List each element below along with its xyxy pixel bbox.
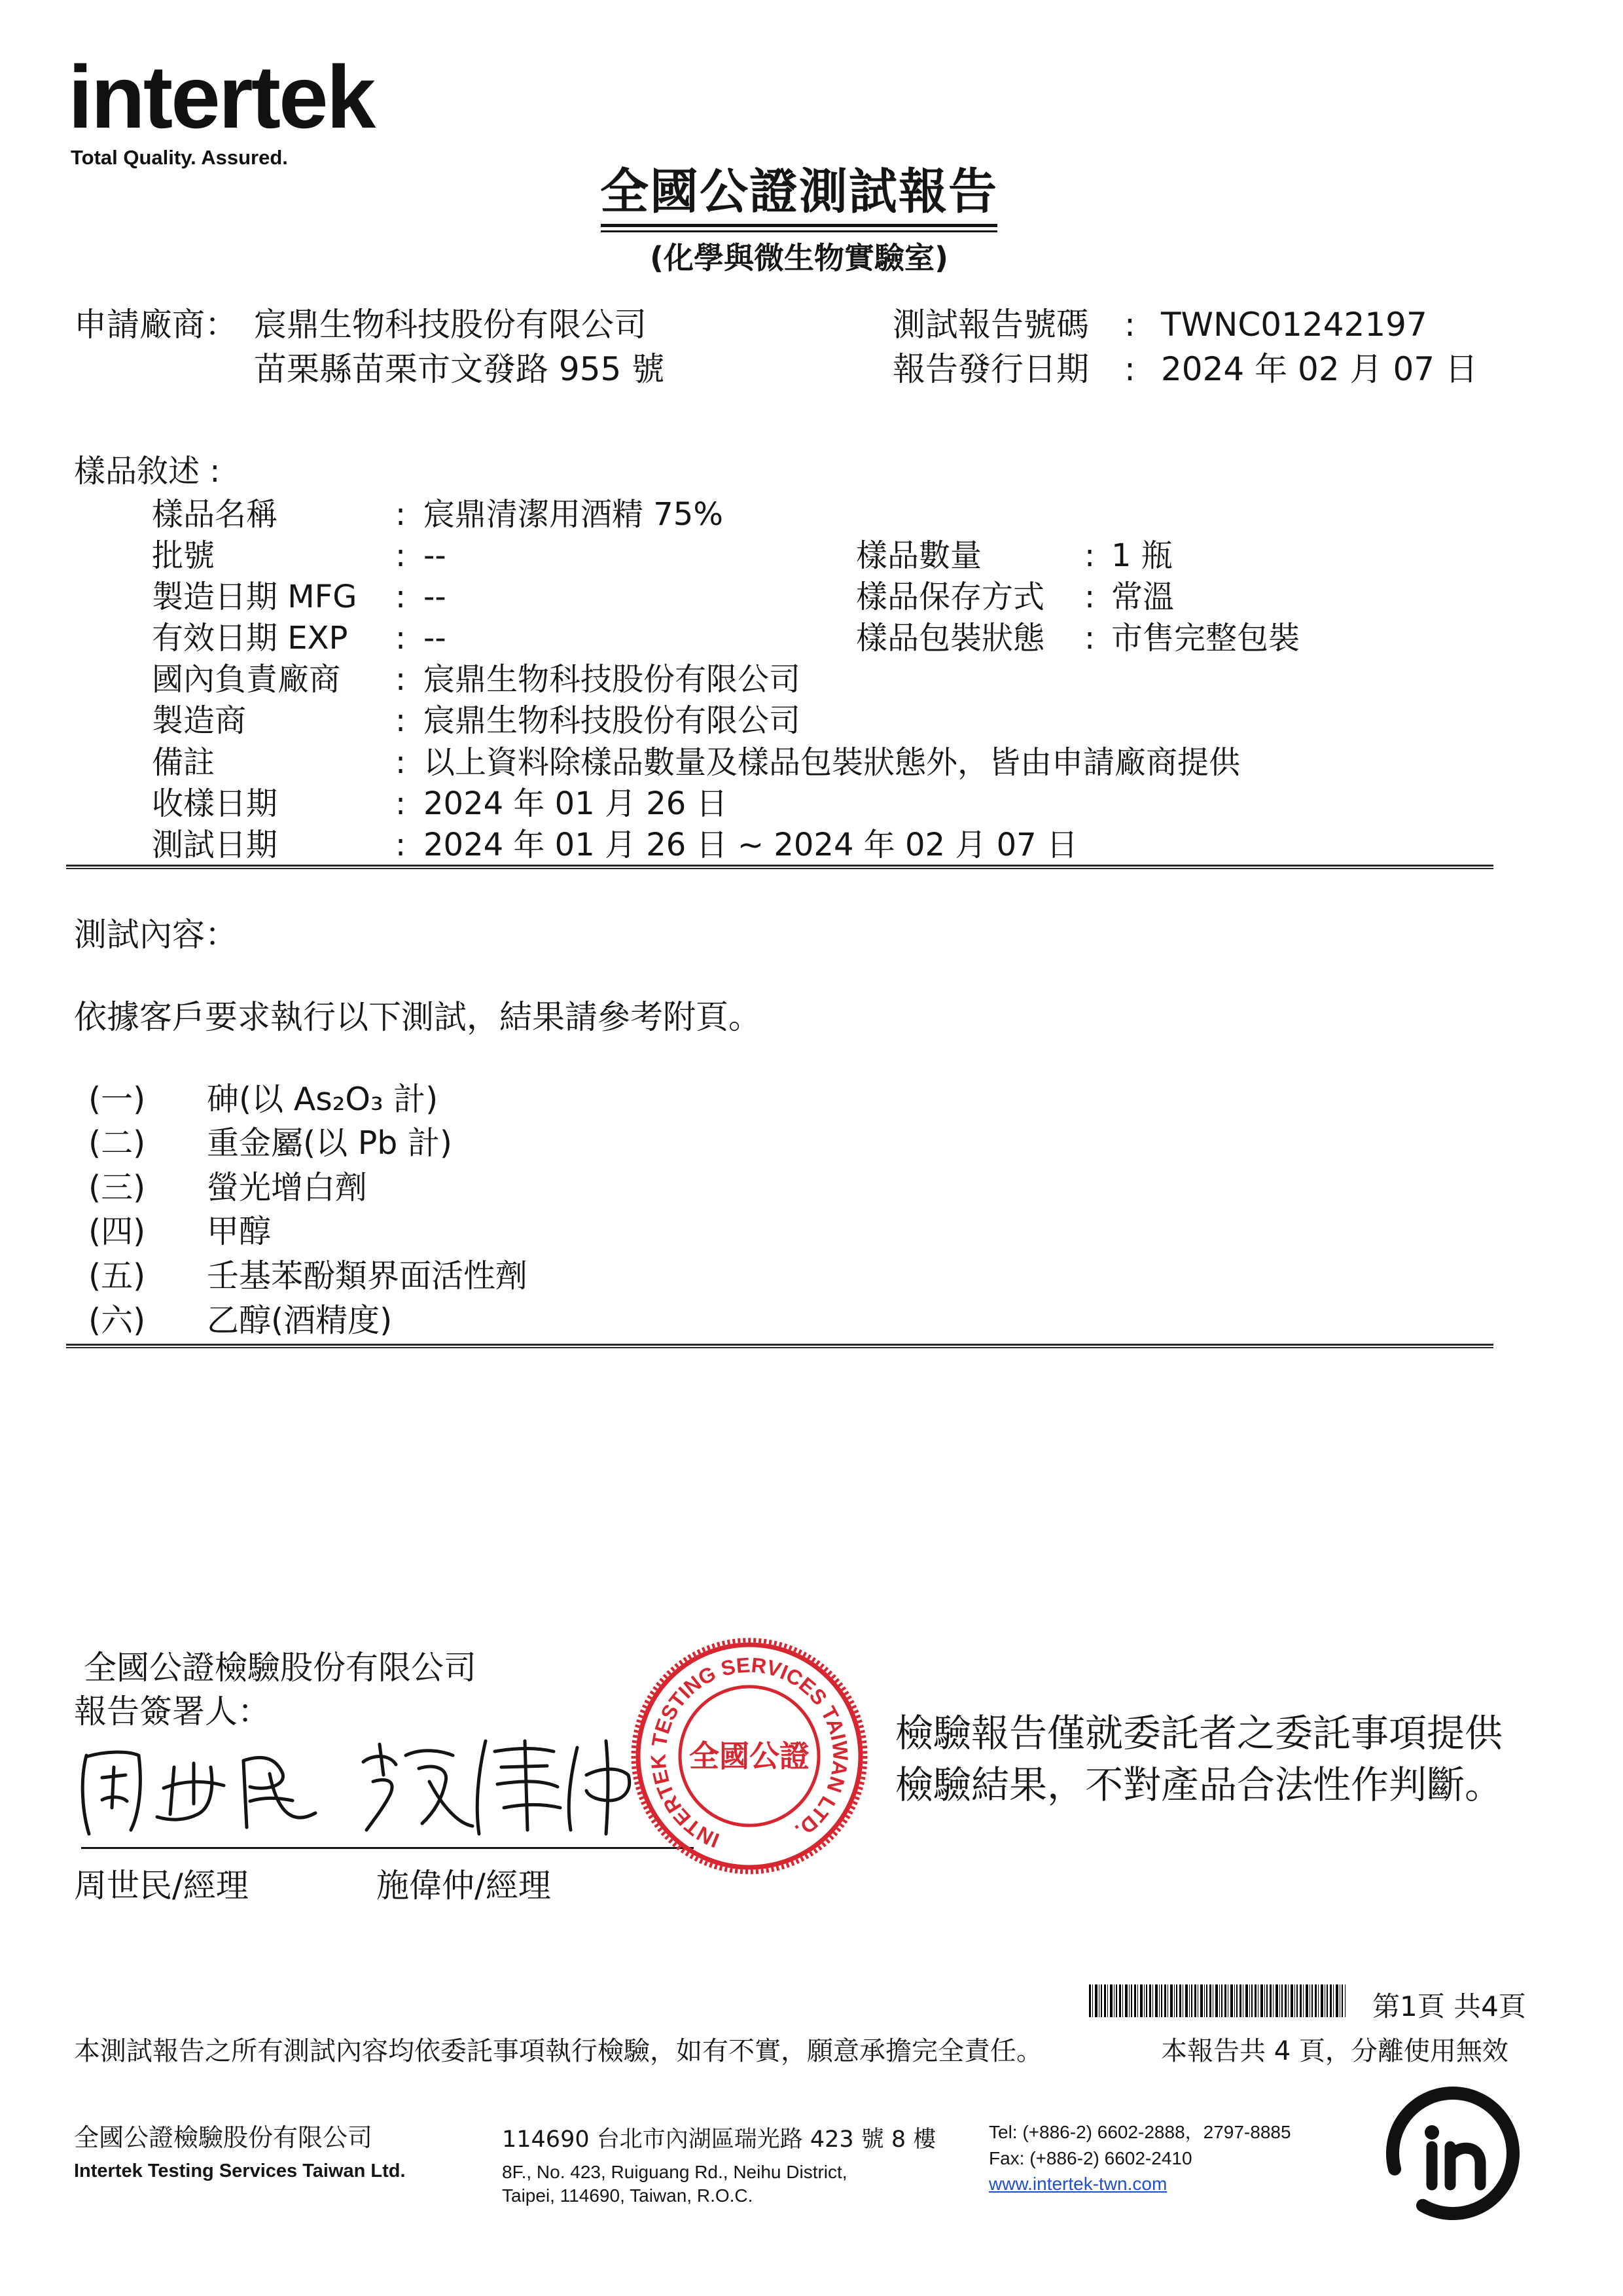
sample-row [0, 744, 1623, 783]
field-colon: : [1084, 537, 1096, 574]
sample-field-label: 樣品名稱 [152, 496, 278, 533]
tests-heading: 測試內容： [74, 916, 238, 954]
test-item-name: 壬基苯酚類界面活性劑 [207, 1257, 528, 1295]
test-item [0, 1302, 1623, 1341]
stamp-center-text: 全國公證 [689, 1738, 810, 1774]
sample-field-label: 測試日期 [152, 827, 278, 863]
field-colon: : [395, 579, 406, 615]
sample-field-value: 宸鼎生物科技股份有限公司 [423, 661, 801, 698]
footer-fax: Fax: (+886-2) 6602-2410 [989, 2148, 1192, 2168]
test-item-name: 砷(以 As₂O₃ 計) [207, 1081, 438, 1118]
sample-heading: 樣品敘述 : [74, 453, 221, 490]
title-underline [601, 224, 997, 232]
applicant-address: 苗栗縣苗栗市文發路 955 號 [254, 350, 665, 388]
test-item [0, 1124, 1623, 1164]
handwritten-signatures [65, 1715, 641, 1846]
footer-website-link[interactable]: www.intertek-twn.com [989, 2174, 1168, 2194]
footer-address-zh: 114690 台北市內湖區瑞光路 423 號 8 樓 [502, 2126, 936, 2153]
test-item-number: (四) [88, 1213, 146, 1250]
field-colon: : [395, 537, 406, 574]
test-item-name: 甲醇 [207, 1213, 272, 1250]
field-colon: : [395, 661, 406, 698]
sample-field-label: 批號 [152, 537, 215, 574]
signing-company: 全國公證檢驗股份有限公司 [84, 1649, 476, 1687]
company-seal-stamp [625, 1632, 874, 1880]
sample-field-value: 以上資料除樣品數量及樣品包裝狀態外，皆由申請廠商提供 [423, 744, 1241, 781]
applicant-label: 申請廠商： [74, 306, 238, 344]
applicant-name: 宸鼎生物科技股份有限公司 [254, 306, 647, 344]
sample-field-label: 製造商 [152, 702, 247, 739]
field-colon: : [395, 827, 406, 863]
sample-row [0, 702, 1623, 742]
test-item [0, 1213, 1623, 1252]
sample-field-value: 宸鼎生物科技股份有限公司 [423, 702, 801, 739]
sample-field-label: 國內負責廠商 [152, 661, 341, 698]
sample-field-label: 製造日期 MFG [152, 579, 357, 615]
test-item-name: 重金屬(以 Pb 計) [207, 1124, 453, 1162]
field-colon: : [395, 702, 406, 739]
report-subtitle: (化學與微生物實驗室) [649, 240, 949, 276]
sample-field-label: 有效日期 EXP [152, 620, 348, 656]
sample-field-value: 2024 年 01 月 26 日 ~ 2024 年 02 月 07 日 [423, 827, 1078, 863]
footer-tel: Tel: (+886-2) 6602-2888，2797-8885 [989, 2122, 1291, 2142]
signer-name: 施偉仲/經理 [376, 1867, 551, 1905]
sample-side-value: 1 瓶 [1111, 537, 1173, 574]
report-number: TWNC01242197 [1161, 306, 1427, 344]
field-colon: : [1084, 620, 1096, 656]
sample-row [0, 785, 1623, 825]
intertek-roundel-logo [1381, 2081, 1525, 2225]
sample-row [0, 496, 1623, 535]
sample-field-value: -- [423, 579, 446, 615]
field-colon: : [1084, 579, 1096, 615]
section-divider [66, 865, 1493, 869]
sample-field-value: -- [423, 537, 446, 574]
test-item-number: (一) [88, 1081, 146, 1118]
report-title: 全國公證測試報告 [600, 164, 998, 220]
sample-side-label: 樣品包裝狀態 [856, 620, 1045, 656]
tests-intro: 依據客戶要求執行以下測試，結果請參考附頁。 [74, 998, 761, 1036]
sample-field-label: 收樣日期 [152, 785, 278, 822]
signature-line [81, 1847, 694, 1849]
sample-row [0, 579, 1623, 618]
test-item-number: (五) [88, 1257, 146, 1295]
sample-field-value: 宸鼎清潔用酒精 75% [423, 496, 723, 533]
field-colon: : [1124, 306, 1135, 344]
sample-row [0, 620, 1623, 659]
sample-row [0, 827, 1623, 866]
intertek-logo: intertek [68, 47, 374, 147]
logo-tagline: Total Quality. Assured. [71, 146, 288, 169]
sample-side-label: 樣品數量 [856, 537, 982, 574]
sample-side-value: 常溫 [1111, 579, 1175, 615]
footer-company-en: Intertek Testing Services Taiwan Ltd. [74, 2161, 406, 2181]
test-item-number: (二) [88, 1124, 146, 1162]
test-item-number: (六) [88, 1302, 146, 1339]
issue-date-label: 報告發行日期 [893, 350, 1089, 388]
section-divider [66, 1344, 1493, 1348]
test-item-name: 螢光增白劑 [207, 1169, 368, 1206]
usage-note: 本報告共 4 頁，分離使用無效 [1161, 2036, 1508, 2066]
barcode [1089, 1984, 1346, 2017]
signer-name: 周世民/經理 [74, 1867, 249, 1905]
signer-label: 報告簽署人： [74, 1693, 270, 1731]
stamp-ring-textpath: INTERTEK TESTING SERVICES TAIWAN LTD. [646, 1653, 853, 1853]
sample-side-label: 樣品保存方式 [856, 579, 1045, 615]
test-item-name: 乙醇(酒精度) [207, 1302, 393, 1339]
issue-date: 2024 年 02 月 07 日 [1161, 350, 1478, 388]
sample-field-label: 備註 [152, 744, 215, 781]
field-colon: : [395, 496, 406, 533]
report-number-label: 測試報告號碼 [893, 306, 1089, 344]
test-item [0, 1257, 1623, 1297]
sample-field-value: 2024 年 01 月 26 日 [423, 785, 728, 822]
page-number: 第1頁 共4頁 [1372, 1990, 1526, 2022]
field-colon: : [1124, 350, 1135, 388]
sample-side-value: 市售完整包裝 [1111, 620, 1300, 656]
test-item-number: (三) [88, 1169, 146, 1206]
disclaimer-line-1: 檢驗報告僅就委託者之委託事項提供 [895, 1711, 1503, 1755]
sample-row [0, 537, 1623, 577]
signature-shi [363, 1741, 630, 1834]
test-item [0, 1081, 1623, 1120]
sample-field-value: -- [423, 620, 446, 656]
field-colon: : [395, 620, 406, 656]
disclaimer-line-2: 檢驗結果，不對產品合法性作判斷。 [895, 1763, 1503, 1807]
sample-row [0, 661, 1623, 700]
field-colon: : [395, 744, 406, 781]
footer-address-en-line1: 8F., No. 423, Ruiguang Rd., Neihu District, [502, 2162, 847, 2182]
responsibility-note: 本測試報告之所有測試內容均依委託事項執行檢驗，如有不實，願意承擔完全責任。 [74, 2036, 1043, 2066]
field-colon: : [395, 785, 406, 822]
signature-zhou [82, 1752, 315, 1834]
test-item [0, 1169, 1623, 1208]
footer-company-zh: 全國公證檢驗股份有限公司 [74, 2123, 373, 2152]
footer-address-en-line2: Taipei, 114690, Taiwan, R.O.C. [502, 2185, 753, 2206]
